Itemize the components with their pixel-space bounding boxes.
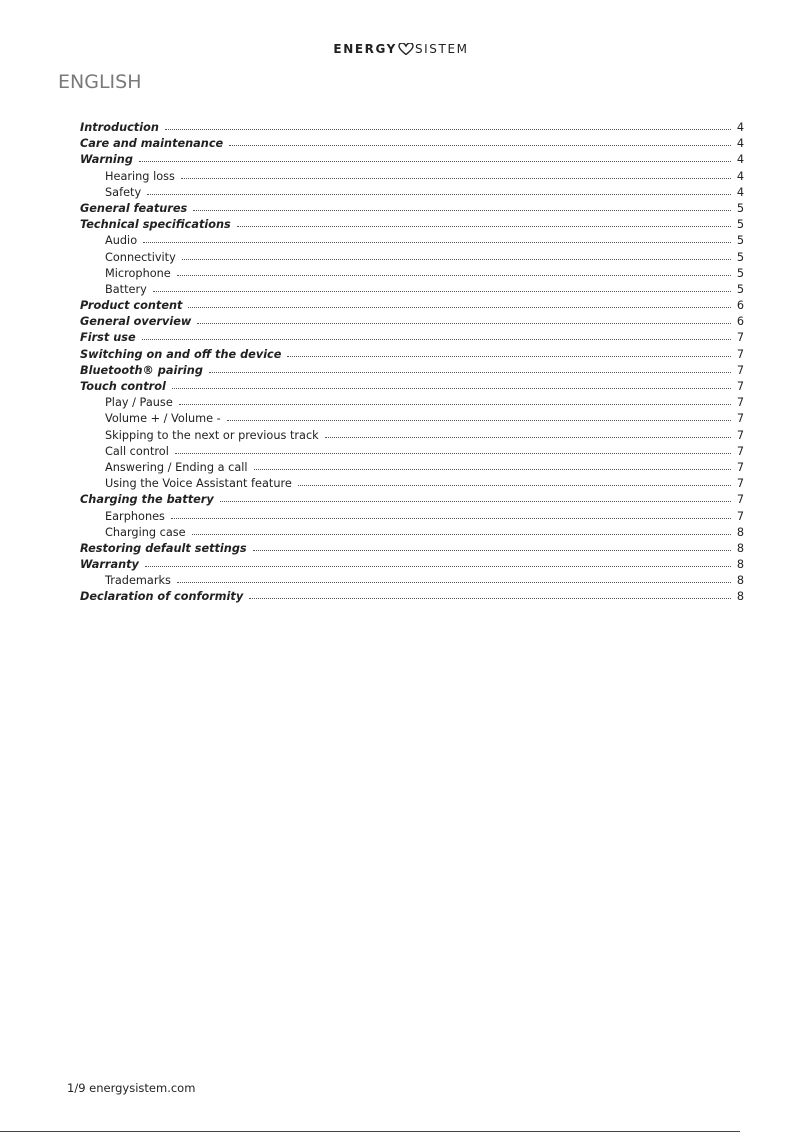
dot-leader [145, 556, 731, 568]
toc-entry[interactable] [80, 427, 744, 443]
toc-entry-page-number: 8 [736, 574, 744, 588]
dot-leader [220, 491, 731, 503]
toc-entry-page-number: 5 [736, 218, 744, 232]
dot-leader [181, 168, 731, 180]
toc-entry-label: Warning [80, 153, 133, 167]
toc-entry-page-number: 5 [736, 282, 744, 296]
toc-entry-label: Play / Pause [105, 396, 173, 410]
dot-leader [254, 459, 731, 471]
dot-leader [153, 281, 731, 293]
footer-divider [0, 1131, 740, 1132]
toc-entry-label: Battery [105, 282, 147, 296]
dot-leader [227, 410, 731, 422]
toc-entry-page-number: 7 [736, 363, 744, 377]
toc-entry[interactable] [80, 556, 744, 572]
toc-entry-label: Volume + / Volume - [105, 412, 221, 426]
dot-leader [175, 443, 731, 455]
dot-leader [177, 265, 731, 277]
toc-entry[interactable] [80, 265, 744, 281]
dot-leader [179, 394, 731, 406]
toc-entry[interactable] [80, 232, 744, 248]
toc-entry[interactable] [80, 281, 744, 297]
dot-leader [197, 313, 731, 325]
dot-leader [165, 119, 731, 131]
language-heading: ENGLISH [58, 71, 142, 93]
toc-entry[interactable] [80, 329, 744, 345]
toc-entry-label: First use [80, 331, 136, 345]
toc-entry-label: Using the Voice Assistant feature [105, 477, 292, 491]
brand-logo [0, 40, 802, 58]
page-footer: 1/9 energysistem.com [67, 1081, 196, 1095]
toc-entry-label: Answering / Ending a call [105, 460, 248, 474]
toc-entry-page-number: 4 [736, 121, 744, 134]
toc-entry-page-number: 7 [736, 444, 744, 458]
toc-entry[interactable] [80, 346, 744, 362]
toc-entry[interactable] [80, 588, 744, 604]
toc-entry-page-number: 8 [736, 590, 744, 604]
toc-entry[interactable] [80, 508, 744, 524]
dot-leader [188, 297, 731, 309]
toc-entry-label: Restoring default settings [80, 541, 247, 555]
toc-entry-label: Bluetooth® pairing [80, 363, 203, 377]
toc-entry-page-number: 7 [736, 428, 744, 442]
toc-entry[interactable] [80, 491, 744, 507]
toc-entry-page-number: 6 [736, 299, 744, 313]
toc-entry-page-number: 6 [736, 315, 744, 329]
dot-leader [142, 329, 731, 341]
toc-entry[interactable] [80, 313, 744, 329]
heart-check-icon [398, 43, 414, 55]
toc-entry-label: Call control [105, 444, 169, 458]
toc-entry-label: Declaration of conformity [80, 590, 244, 604]
brand-name-sistem: SISTEM [414, 42, 469, 56]
toc-entry-page-number: 7 [736, 380, 744, 393]
toc-entry-page-number: 7 [736, 460, 744, 474]
toc-entry-page-number: 8 [736, 525, 744, 539]
dot-leader [237, 216, 731, 228]
toc-entry[interactable] [80, 249, 744, 265]
toc-entry-label: Trademarks [105, 574, 171, 588]
toc-entry-page-number: 7 [736, 396, 744, 410]
toc-entry[interactable] [80, 540, 744, 556]
toc-entry-label: Earphones [105, 509, 165, 523]
toc-entry-page-number: 7 [736, 412, 744, 426]
toc-entry[interactable] [80, 378, 744, 394]
toc-entry-label: Charging the battery [80, 493, 214, 507]
toc-entry-page-number: 8 [736, 558, 744, 572]
toc-entry-page-number: 4 [736, 137, 744, 151]
toc-entry-label: General overview [80, 315, 192, 329]
toc-entry[interactable] [80, 151, 744, 167]
toc-entry-page-number: 7 [736, 347, 744, 361]
toc-entry-page-number: 7 [736, 493, 744, 507]
table-of-contents [80, 119, 744, 605]
toc-entry-page-number: 8 [736, 541, 744, 555]
dot-leader [192, 524, 731, 536]
toc-entry-label: Connectivity [105, 250, 176, 264]
dot-leader [193, 200, 731, 212]
toc-entry[interactable] [80, 475, 744, 491]
toc-entry[interactable] [80, 410, 744, 426]
toc-entry-label: General features [80, 201, 188, 215]
dot-leader [182, 249, 731, 261]
toc-entry-label: Introduction [80, 121, 159, 134]
toc-entry-page-number: 5 [736, 201, 744, 215]
toc-entry[interactable] [80, 135, 744, 151]
toc-entry-page-number: 5 [736, 250, 744, 264]
brand-name-energy: ENERGY [333, 42, 397, 56]
toc-entry-label: Care and maintenance [80, 137, 224, 151]
toc-entry[interactable] [80, 168, 744, 184]
toc-entry-label: Product content [80, 299, 183, 313]
dot-leader [229, 135, 731, 147]
toc-entry-page-number: 5 [736, 234, 744, 248]
toc-entry[interactable] [80, 297, 744, 313]
dot-leader [325, 427, 731, 439]
toc-entry[interactable] [80, 572, 744, 588]
toc-entry-page-number: 5 [736, 266, 744, 280]
toc-entry-label: Touch control [80, 380, 166, 393]
toc-entry-page-number: 7 [736, 509, 744, 523]
toc-entry-label: Microphone [105, 266, 171, 280]
dot-leader [253, 540, 731, 552]
toc-entry[interactable] [80, 184, 744, 200]
toc-entry[interactable] [80, 524, 744, 540]
dot-leader [172, 378, 731, 390]
dot-leader [147, 184, 731, 196]
dot-leader [143, 232, 731, 244]
toc-entry[interactable] [80, 394, 744, 410]
toc-entry-label: Audio [105, 234, 138, 248]
toc-entry[interactable] [80, 216, 744, 232]
toc-entry-label: Switching on and off the device [80, 347, 282, 361]
toc-entry-label: Charging case [105, 525, 186, 539]
toc-entry-label: Skipping to the next or previous track [105, 428, 319, 442]
toc-entry-page-number: 4 [736, 185, 744, 199]
toc-entry-page-number: 7 [736, 477, 744, 491]
dot-leader [139, 151, 731, 163]
toc-entry[interactable] [80, 362, 744, 378]
dot-leader [209, 362, 731, 374]
toc-entry[interactable] [80, 200, 744, 216]
toc-entry-page-number: 4 [736, 153, 744, 167]
toc-entry-label: Technical specifications [80, 218, 231, 232]
toc-entry-label: Warranty [80, 558, 139, 572]
toc-entry-page-number: 7 [736, 331, 744, 345]
toc-entry-label: Hearing loss [105, 169, 175, 183]
dot-leader [287, 346, 731, 358]
dot-leader [177, 572, 731, 584]
toc-entry-label: Safety [105, 185, 142, 199]
dot-leader [249, 588, 731, 600]
toc-entry[interactable] [80, 443, 744, 459]
toc-entry[interactable] [80, 459, 744, 475]
dot-leader [298, 475, 731, 487]
toc-entry[interactable] [80, 119, 744, 135]
toc-entry-page-number: 4 [736, 169, 744, 183]
dot-leader [171, 508, 731, 520]
